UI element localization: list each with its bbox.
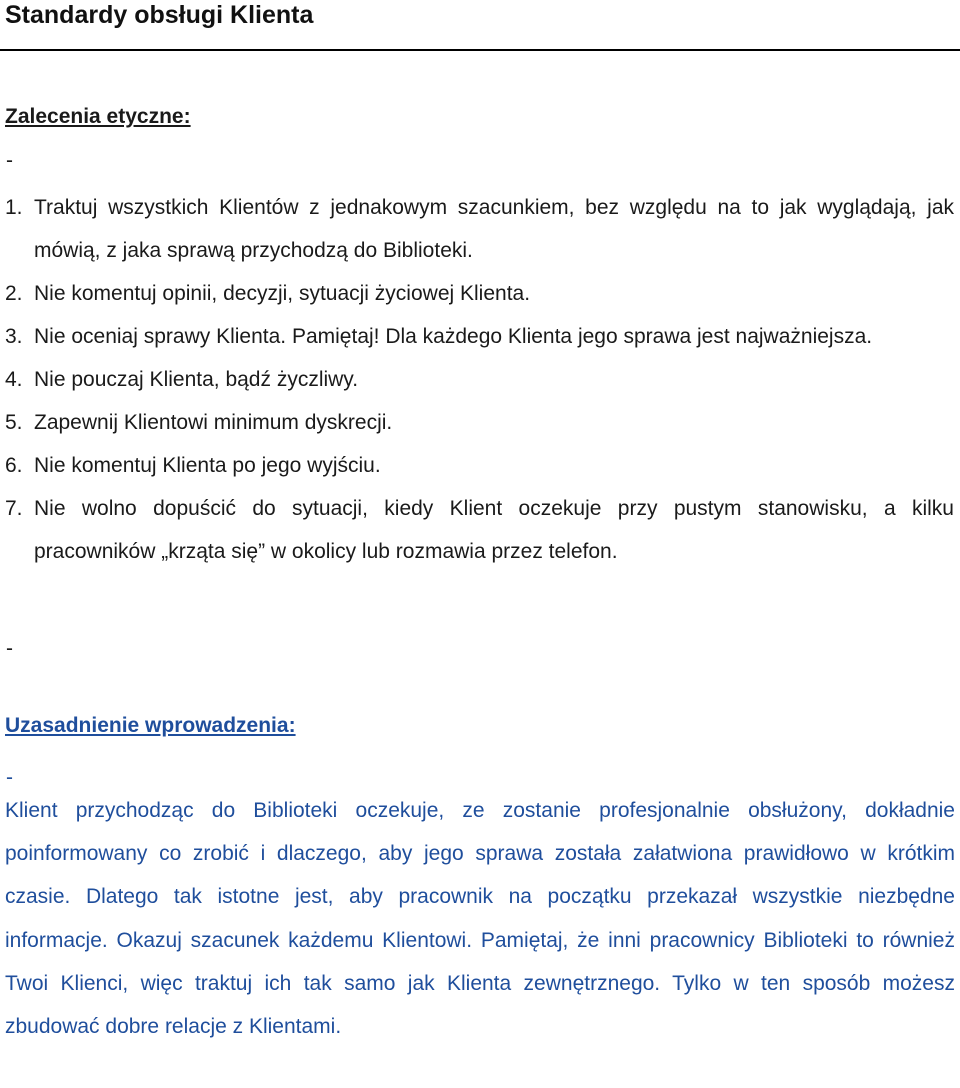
ethics-list xyxy=(0,186,960,573)
page-title: Standardy obsługi Klienta xyxy=(5,1,314,29)
list-item-number: 7. xyxy=(5,497,23,520)
list-item-number: 5. xyxy=(5,411,23,434)
list-item xyxy=(0,401,960,444)
list-item-number: 2. xyxy=(5,282,23,305)
list-item-number: 6. xyxy=(5,454,23,477)
dash-marker: - xyxy=(6,766,13,789)
dash-marker: - xyxy=(6,149,13,172)
list-item-text: Traktuj wszystkich Klientów z jednakowym szacunkiem, bez względu na to jak wyglądają, jak mówią, z jaka sprawą przychodzą do Biblioteki. xyxy=(34,196,954,262)
list-item-text: Nie oceniaj sprawy Klienta. Pamiętaj! Dla każdego Klienta jego sprawa jest najważniejsza. xyxy=(34,325,873,348)
rationale-paragraph: Klient przychodząc do Biblioteki oczekuje, ze zostanie profesjonalnie obsłużony, dokładnie poinformowany co zrobić i dlaczego, aby jego sprawa została załatwiona prawidłowo w krótkim czasie. Dlatego tak istotne jest, aby pracownik na początku przekazał wszystkie niezbędne informacje. Okazuj szacunek każdemu Klientowi. Pamiętaj, że inni pracownicy Biblioteki to również Twoi Klienci, więc traktuj ich tak samo jak Klienta zewnętrznego. Tylko w ten sposób możesz zbudować dobre relacje z Klientami. xyxy=(5,799,955,1039)
list-item-text: Zapewnij Klientowi minimum dyskrecji. xyxy=(34,411,393,434)
list-item-number: 1. xyxy=(5,196,23,219)
ethics-heading: Zalecenia etyczne: xyxy=(5,105,191,128)
dash-marker: - xyxy=(6,637,13,660)
list-item xyxy=(0,487,960,573)
list-item-text: Nie komentuj Klienta po jego wyjściu. xyxy=(34,454,381,477)
list-item-number: 3. xyxy=(5,325,23,348)
title-underline-rule xyxy=(0,49,960,51)
list-item-text: Nie komentuj opinii, decyzji, sytuacji życiowej Klienta. xyxy=(34,282,531,305)
list-item-text: Nie pouczaj Klienta, bądź życzliwy. xyxy=(34,368,359,391)
list-item xyxy=(0,186,960,272)
list-item-number: 4. xyxy=(5,368,23,391)
list-item-text: Nie wolno dopuścić do sytuacji, kiedy Klient oczekuje przy pustym stanowisku, a kilku pracowników „krząta się” w okolicy lub rozmawia przez telefon. xyxy=(34,497,954,563)
list-item xyxy=(0,272,960,315)
rationale-heading: Uzasadnienie wprowadzenia: xyxy=(5,714,296,737)
list-item xyxy=(0,444,960,487)
list-item xyxy=(0,315,960,358)
list-item xyxy=(0,358,960,401)
